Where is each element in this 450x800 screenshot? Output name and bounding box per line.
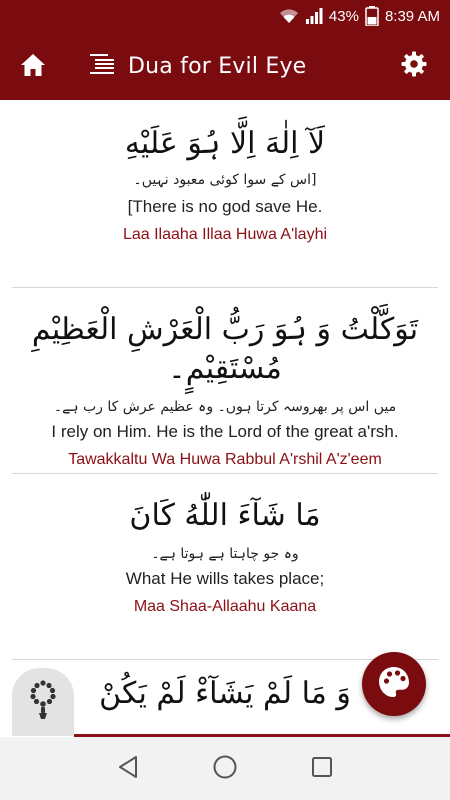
title-area: [90, 50, 306, 82]
battery-icon: [365, 6, 379, 26]
clock: 8:39 AM: [384, 7, 440, 25]
arabic-text: وَ مَا لَمْ یَشَآءْ لَمْ یَكُنْ: [99, 676, 351, 711]
prayer-beads-icon: [28, 680, 58, 724]
home-icon: [20, 53, 46, 81]
theme-palette-button[interactable]: [362, 652, 426, 716]
dua-item: [12, 288, 438, 474]
nav-home-button[interactable]: [205, 749, 245, 789]
system-nav-bar: [0, 737, 450, 800]
urdu-translation: میں اس پر بھروسہ کرتا ہوں۔ وہ عظیم عرش کا رب ہے۔: [53, 399, 397, 415]
gear-icon: [401, 51, 427, 81]
nav-back-button[interactable]: [108, 749, 148, 789]
settings-button[interactable]: [398, 50, 430, 82]
urdu-translation: [اس کے سوا کوئی معبود نہیں۔: [133, 172, 317, 188]
english-translation: [There is no god save He.: [127, 196, 323, 216]
palette-icon: [377, 665, 411, 703]
transliteration: Maa Shaa-Allaahu Kaana: [133, 598, 317, 616]
home-circle-icon: [212, 754, 238, 784]
nav-recents-button[interactable]: [302, 749, 342, 789]
dua-list[interactable]: [0, 100, 450, 736]
signal-icon: [305, 8, 323, 24]
battery-percent: 43%: [328, 7, 359, 25]
english-translation: I rely on Him. He is the Lord of the great a'rsh.: [51, 421, 399, 441]
app-bar: [0, 32, 450, 100]
transliteration: Tawakkaltu Wa Huwa Rabbul A'rshil A'z'eem: [68, 451, 382, 469]
tasbih-button[interactable]: [12, 668, 74, 736]
english-translation: What He wills takes place;: [125, 568, 325, 588]
dua-item: [12, 100, 438, 288]
back-icon: [117, 755, 139, 783]
recents-icon: [311, 756, 333, 782]
status-bar: [0, 0, 450, 32]
arabic-text: تَوَكَّلْتُ وَ ہُوَ رَبُّ الْعَرْشِ الْعَظِیْمِ مُسْتَقِیْمٍ۔: [31, 312, 419, 386]
wifi-icon: [279, 8, 299, 24]
list-icon: [90, 53, 114, 79]
transliteration: Laa Ilaaha Illaa Huwa A'layhi: [122, 226, 328, 244]
arabic-text: لَآ اِلٰهَ اِلَّا ہُوَ عَلَیْهِ: [124, 126, 326, 161]
arabic-text: مَا شَآءَ اللّٰهُ كَانَ: [129, 498, 321, 533]
home-button[interactable]: [18, 52, 48, 82]
urdu-translation: وہ جو چاہتا ہے ہوتا ہے۔: [151, 546, 299, 562]
dua-item: [12, 474, 438, 660]
page-title: Dua for Evil Eye: [128, 53, 307, 79]
